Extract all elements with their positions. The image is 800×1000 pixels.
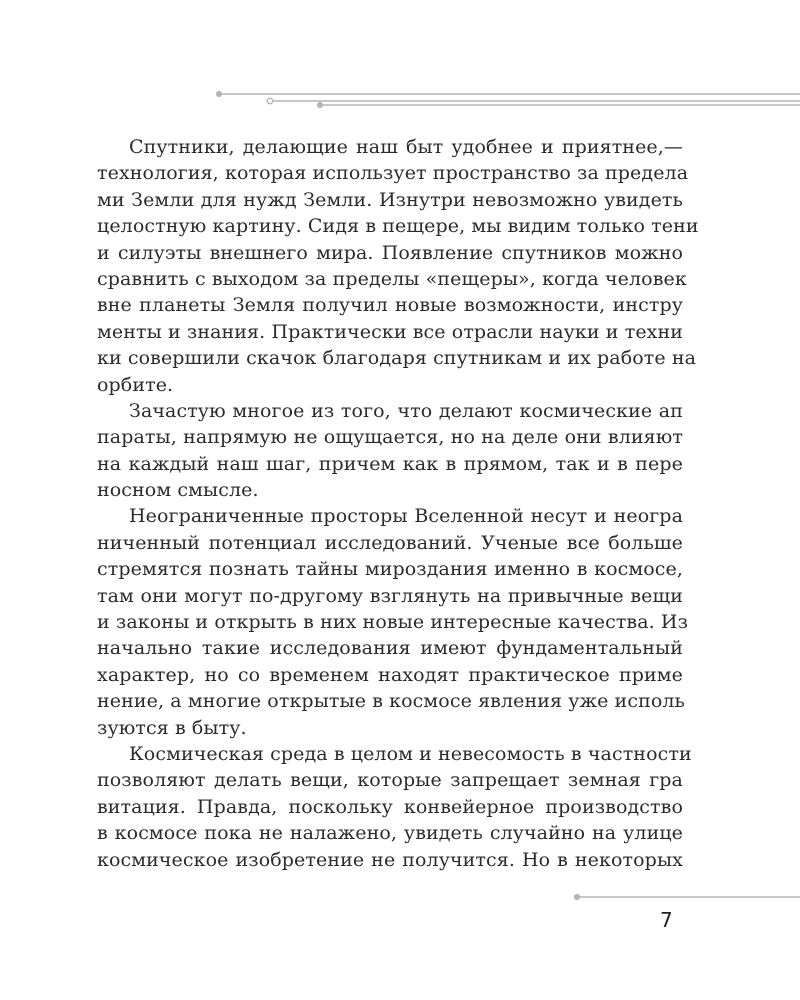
- text-line: позволяют делать вещи, которые запрещает земная гра: [97, 769, 683, 792]
- text-line: стремятся познать тайны мироздания именно в космосе,: [97, 558, 683, 581]
- paragraph: [97, 134, 699, 398]
- text-line: начально такие исследования имеют фундаментальный: [97, 637, 683, 660]
- text-line: в космосе пока не налажено, увидеть случайно на улице: [97, 822, 683, 845]
- text-line: и законы и открыть в них новые интересные качества. Из: [97, 611, 689, 634]
- text-line: носном смысле.: [97, 479, 259, 502]
- text-line: технология, которая использует пространство за предела: [97, 162, 689, 185]
- text-line: менты и знания. Практически все отрасли науки и техни: [97, 320, 683, 343]
- text-line: целостную картину. Сидя в пещере, мы видим только тени: [97, 215, 699, 238]
- text-line: Космическая среда в целом и невесомость в частности: [129, 742, 692, 765]
- text-line: зуются в быту.: [97, 716, 247, 739]
- bottom-rule-group: [574, 894, 800, 899]
- text-line: ми Земли для нужд Земли. Изнутри невозможно увидеть: [97, 188, 683, 211]
- text-line: сравнить с выходом за пределы «пещеры», когда человек: [97, 267, 687, 290]
- text-line: ки совершили скачок благодаря спутникам и их работе на: [97, 347, 697, 370]
- text-line: вне планеты Земля получил новые возможности, инстру: [97, 294, 683, 317]
- paragraph: [97, 741, 692, 873]
- top-rule-group: [216, 91, 800, 107]
- text-line: витация. Правда, поскольку конвейерное производство: [97, 795, 683, 818]
- paragraph: [97, 398, 683, 504]
- text-line: характер, но со временем находят практическое приме: [97, 663, 683, 686]
- text-line: космическое изобретение не получится. Но в некоторых: [97, 848, 683, 871]
- paragraph: [97, 503, 689, 741]
- top-rule-ring-2: [267, 98, 273, 104]
- text-line: орбите.: [97, 373, 174, 396]
- text-line: Спутники, делающие наш быт удобнее и приятнее,—: [129, 136, 683, 158]
- text-line: параты, напрямую не ощущается, но на деле они влияют: [97, 426, 683, 449]
- text-line: и силуэты внешнего мира. Появление спутников можно: [97, 241, 683, 264]
- body-text: [97, 134, 699, 873]
- text-line: нение, а многие открытые в космосе явления уже исполь: [97, 690, 685, 713]
- top-rule-dot-3: [317, 102, 322, 107]
- text-line: Зачастую многое из того, что делают космические ап: [129, 399, 683, 422]
- top-rule-dot-1: [216, 91, 221, 96]
- text-line: Неограниченные просторы Вселенной несут и неогра: [129, 505, 683, 528]
- text-line: там они могут по-другому взглянуть на привычные вещи: [97, 584, 683, 607]
- text-line: на каждый наш шаг, причем как в прямом, так и в пере: [97, 452, 683, 475]
- bottom-rule-dot: [574, 894, 579, 899]
- text-line: ниченный потенциал исследований. Ученые все больше: [97, 531, 683, 554]
- page-number: 7: [660, 908, 673, 932]
